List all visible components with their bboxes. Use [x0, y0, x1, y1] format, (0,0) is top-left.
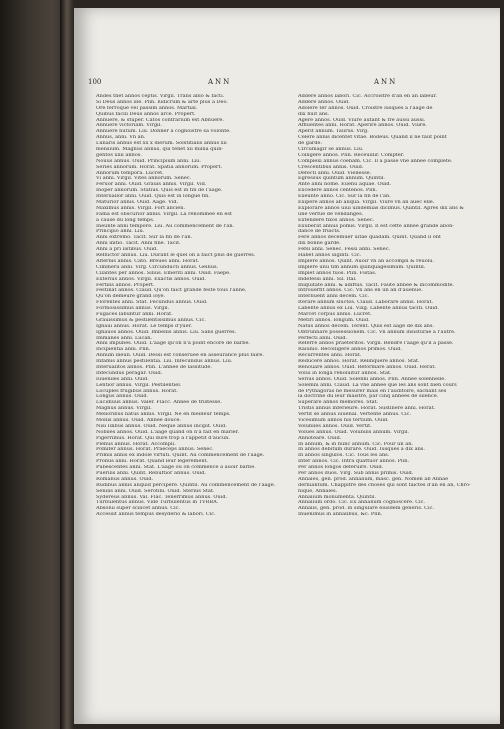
- text-line: Tristis annus inferieure. Horat. Sustinere anni. Horat.: [298, 406, 436, 412]
- text-line: Addere annos labori. Cic. Accroistre d'an en an labeur.: [298, 94, 437, 99]
- text-line: Anni impubes. Ouid. L'aage qu'on n'a point encore de barbe.: [96, 341, 251, 347]
- right-column: [298, 94, 482, 518]
- text-line: Ante anni nome. Euenu aquae. Ouid.: [298, 182, 392, 188]
- text-line: dix bonne garde.: [298, 241, 341, 247]
- text-line: a cause du long temps.: [96, 217, 155, 223]
- text-line: Annus, anni. Vn an.: [96, 135, 146, 141]
- text-line: une verfue de vendanges.: [298, 211, 364, 217]
- text-line: Rudibus annis aliquid percipere. Quintil. Au commencement de l'aage.: [96, 482, 276, 488]
- text-line: Exterius annos. Virgil. Exactis annos. Ouid.: [96, 276, 206, 282]
- text-line: Annorum tempora. Lucret.: [96, 170, 164, 176]
- text-line: Volui in longa renoluitur annos. Stat.: [298, 370, 392, 376]
- text-line: Anni initio. Tacit. Anni fine. Tacit.: [96, 241, 181, 247]
- text-line: Annalium ordo. Cic. Ex annalium cognoscere. Cic.: [298, 500, 426, 506]
- text-line: Interuallor anni. Ouid. Quis est in longue fin.: [96, 194, 210, 200]
- text-line: Anni extremo. Tacit. Sur la fin de l'an.: [96, 235, 193, 241]
- text-line: Reducere annos. Horat. Relinquere annos. Stat.: [298, 359, 420, 365]
- text-line: Vi anni. Virgil. Vites annorum. Senec.: [96, 176, 192, 182]
- text-line: Refluctor annus. Liu. Durant le quel on a faict plus de guerres.: [96, 253, 256, 259]
- text-line: Maximus annis. Virgil. Fort ancien.: [96, 205, 186, 211]
- text-line: Per annos duos. Virg. Sub annis primis. Ouid.: [298, 471, 414, 476]
- page-header: [88, 78, 486, 90]
- text-line: Iniquitate anni. & adiftus. Tacit. Faute annee & incommodite.: [298, 282, 455, 288]
- text-line: Lucidiuus annus. Valer. Flacc. Annee de tristesse.: [96, 400, 222, 406]
- text-line: Ignauos annos. Ouid. Imbellis annis. Liu. Sans guerres.: [96, 329, 237, 335]
- text-line: Infecundus peragar. Ouid.: [96, 370, 163, 376]
- text-line: Primis annis ex indole virtuti. Quint. Au commencement de l'aage.: [96, 453, 265, 459]
- text-line: Implere unu tim annum quinquagesimum. Quintil.: [298, 264, 426, 270]
- left-column: [96, 94, 280, 518]
- text-line: Formosissimus annus. Virgil.: [96, 306, 170, 312]
- text-line: Feruor anni. Ouid. Grauis annis. Virgil. Vid.: [96, 182, 207, 188]
- page-number: 100: [88, 78, 102, 86]
- text-line: Pomifer annus. Horat. Praeceps annus. Senec.: [96, 447, 214, 453]
- text-line: Nobiles annos. Ouid. L'aage quand on n'a fait en marier.: [96, 429, 240, 435]
- text-line: Vertit se annus iuuenal. Vertente annus. Cic.: [298, 412, 412, 418]
- text-line: Accessit annus tempus desyderio & labori. Cic.: [96, 512, 216, 518]
- text-line: Mollis annus. Ouid. Annee douce.: [96, 417, 182, 423]
- text-line: de garde.: [298, 141, 323, 147]
- text-line: Aperit annum. Taurus. Virg.: [298, 129, 369, 135]
- text-line: Florentes anni. Stat. Fecundus annus. Ouid.: [96, 300, 208, 306]
- text-line: Per annos longos deferuire. Ouid.: [298, 465, 384, 471]
- text-line: Annum ineun. Ouid. Dessi est conseruee en asseurance plus faire.: [96, 353, 264, 359]
- text-line: Annales, gen. prod. annalium, masc. gen. Nomen ab Annae: [298, 476, 449, 482]
- text-line: Plenus annus. Horat. Accompli.: [96, 441, 176, 447]
- text-line: derniantum. Chappitre des choses qui sont faictes d'an en an, Chro-: [298, 482, 471, 488]
- text-line: Maturior annis. Ouid. Aage. Vid.: [96, 200, 179, 206]
- text-line: Ignaui annus. Horat. Le temps d'yuer.: [96, 323, 193, 329]
- text-line: Iterare annum sluctos. Claud. Laborare annis. Horat.: [298, 300, 434, 306]
- text-line: Serius annos. Ouid. Solenni annos. Plin. Annee solennelle.: [298, 376, 446, 382]
- text-line: Annuere, & stuper. Catos contrarium est Abnuere.: [96, 117, 224, 123]
- text-line: Grauissimus & pestilentissimus annus. Cic.: [96, 317, 206, 323]
- text-line: Renouare annos. Ouid. Reformare annos. Ouid. Herat.: [298, 364, 436, 370]
- text-line: In annos singulos. Cic. Tous les ans.: [298, 453, 390, 459]
- text-line: Exipere annos ab aliqua. Virgil. Viure vn an auec elle.: [298, 200, 435, 206]
- text-line: Magnus annus. Virgil.: [96, 406, 152, 412]
- book-page: [74, 8, 500, 724]
- text-line: Labente annus ex Liu. Vixg. Labente annus taciti. Ouid.: [298, 306, 439, 312]
- text-line: Series annorum. Horat. Spatia annorum. Propert.: [96, 164, 223, 170]
- text-line: In annum, & in hunc annum. Cic. Pour un an.: [298, 441, 414, 447]
- text-line: Excedere annos centenos. Plin.: [298, 188, 378, 194]
- text-line: gentos xliii annos.: [96, 152, 142, 158]
- text-line: Principio anni. Liu.: [96, 229, 145, 235]
- text-line: Indefessi anni. Sil. Ital.: [298, 276, 357, 282]
- text-line: Perfecti anni. Ouid.: [298, 335, 348, 341]
- text-line: Egressus quintum annum. Quintil.: [298, 176, 386, 182]
- text-line: Referre annos praeteritos. Virgil. Rendre l'aage qu'il a passe.: [298, 341, 454, 347]
- text-line: Turbulentus annus. Vide Turbulentus in TVRBA.: [96, 500, 219, 506]
- text-line: Longus annus. Ouid.: [96, 394, 149, 400]
- text-line: Annalium monumenta. Quintil.: [298, 494, 376, 500]
- text-line: Pigerrimus. Horat. Qui dure trop a l'appetit d'aucun.: [96, 435, 230, 441]
- text-line: Vicesimum annos his tertium. Ouid.: [298, 417, 389, 423]
- text-line: Interliuent anni decem. Cic.: [298, 294, 370, 300]
- text-line: Metiri annos. Iongum. Ouid.: [298, 317, 370, 323]
- running-head-left: ANN: [208, 78, 232, 86]
- text-line: Inoper annorum. Statius. Quis est in fin de l'aage.: [96, 188, 223, 194]
- text-line: Superare annos memores. Stat.: [298, 400, 379, 406]
- text-line: Circumagir se annus. Liu.: [298, 147, 364, 153]
- text-line: Solemni anni. Claud. La vne annee que les ans sont bien cours: [298, 382, 457, 388]
- text-line: Extendere fixos annos. Senec.: [298, 217, 375, 223]
- text-line: Interualitos annos. Plin. L'annee de lassitude.: [96, 364, 212, 370]
- text-line: Infamis annus pestilentia. Liu. Infecundus annus. Liu.: [96, 359, 233, 365]
- text-line: Andes thet annos ceptis. Virgil. Trans ablo & facti.: [96, 94, 225, 99]
- text-line: Implet annos tuos. Plin. Fistas.: [298, 270, 377, 276]
- text-line: Addere annos. Ouid.: [298, 99, 350, 105]
- text-line: Fere annos decemuer uitae quadam. Quint. Quand il ont: [298, 235, 442, 241]
- text-line: Exuberat annus pomis. Virgil. Il est cefte annee grande abon-: [298, 223, 455, 229]
- book-spine-edge: [60, 0, 74, 729]
- text-line: la doctrine du leur maistre, par cinq annees de silence.: [298, 394, 439, 400]
- text-line: Quibus facili Deus annos arce. Propert.: [96, 111, 196, 117]
- text-line: Festinat annos. Claud. Qu'on faict grande feste tous l'anne,: [96, 288, 247, 294]
- text-line: Crescentibus annis. Ouid.: [298, 164, 364, 170]
- text-line: Recurrentes anni. Horat.: [298, 353, 362, 359]
- text-line: Ineunte anni tempore. Liu. Au commencement de l'an.: [96, 223, 235, 229]
- text-line: Si Deus annos ille. Plin. ludicrum & arte plus a Deo.: [96, 99, 228, 105]
- text-line: Implere annos. Quint. Auoir vn an accompli & reuolu.: [298, 258, 435, 264]
- text-line: Absolui super scilicet annus. Cic.: [96, 506, 181, 512]
- text-line: Obtrunnare possessionem. Cic. Vn annum insisturae a l'autre.: [298, 329, 456, 335]
- text-line: Explorare annos uiui uindemias dicimus. Quintil. Apres dix ans &: [298, 205, 464, 211]
- text-line: Fugaces labuntur anni. Horat.: [96, 311, 173, 317]
- text-line: Cimmerii anni. Virg. Circunducti annus. Gellius.: [96, 264, 219, 270]
- text-line: Annuere victoriam. Virgil.: [96, 123, 162, 129]
- text-line: Habet annos uiginti. Cic.: [298, 253, 362, 259]
- running-head-right: ANN: [374, 78, 398, 86]
- text-line: Raiunio. Recolligere annos primos. Ouid.: [298, 347, 403, 353]
- text-line: Iuueniles anni. Ouid.: [96, 376, 149, 382]
- text-line: Nouus annus. Ouid. Principium anni. Liu.: [96, 158, 201, 164]
- text-line: Introuerfit annos. Cic. Vn ans en un an d'auenue.: [298, 288, 423, 294]
- text-line: Volubiles annos. Ouid. Vertit.: [298, 423, 372, 429]
- text-line: Marcet corpus annis. Lucret.: [298, 311, 372, 317]
- text-line: dix huit ans.: [298, 111, 330, 117]
- text-line: Defecti anni. Ouid. Viellesse.: [298, 170, 372, 176]
- text-line: Complexi annus coenam. Cic. Il a passe vne annee complete.: [298, 158, 453, 164]
- text-line: Annalis, gen. prod. in singulare eiusdem generis. Cic.: [298, 506, 434, 512]
- text-line: Volues annus. Ouid. Volubilis annum. Virgil.: [298, 429, 409, 435]
- text-line: Romanus annus. Ouid.: [96, 476, 154, 482]
- text-line: Pronus anni. Horat. Quand leur legerement.: [96, 459, 209, 465]
- text-line: Fertilis annos. Propert.: [96, 282, 155, 288]
- text-line: Affluentes anni. Horat. Aperire annos. Ouid. Viure.: [298, 123, 427, 129]
- text-line: de Pythagoras ne mesurer mais en l'auditoire, sachant ses: [298, 388, 447, 394]
- text-line: Immanes anni. Lucan.: [96, 335, 153, 341]
- text-line: Pubescentes anni. Stat. L'aage ou on commence a auoir barbe.: [96, 465, 256, 471]
- text-line: Celere annis dicentet vitae. Bodeus. Quand il ne faut point: [298, 135, 447, 141]
- text-line: Cilantes per annos. Silius. Emeriti anni. Ouid. Faepe.: [96, 270, 231, 276]
- text-line: dance de fruicts.: [298, 229, 341, 235]
- text-line: Incipientia anni. Plin.: [96, 347, 151, 353]
- text-line: Alternis annis. Cato. Breues anni. Horat.: [96, 258, 200, 264]
- text-line: Senilis anni. Ouid. Serotini. Ouid. Sterilis Stat.: [96, 488, 215, 494]
- text-line: Locuples frugibus annus. Horat.: [96, 388, 178, 394]
- text-line: Fefsi anni. Senec. Fessi anni. Senec.: [298, 247, 391, 253]
- text-line: Lentior annus. Virgil. Pestilentiel.: [96, 382, 182, 388]
- text-line: In annos debitum durare. Ouid. Iusques a dix ans.: [298, 447, 425, 453]
- text-line: Agere annos. Ouid. Viure autant & fre aussi aussi.: [298, 117, 426, 123]
- text-line: Colligere annos. Plin. Receuillir. Compter.: [298, 152, 405, 158]
- text-line: Fama est obscurior annis. Virgil. La renommee en est: [96, 211, 232, 217]
- text-line: Sydereus annus. Val. Flac. Tenerrimus annus. Ouid.: [96, 494, 228, 500]
- text-line: Qu'on demeure grand ioye.: [96, 294, 166, 300]
- text-line: mensium. Magnus annus, qui tenet xii millia quin-: [96, 147, 224, 153]
- text-line: Annoteare. Ouid.: [298, 435, 342, 441]
- text-line: Inuenimus in annalibus, &c. Plin.: [298, 512, 383, 518]
- text-line: Annuere nutum. Liu. Donner a cognoistre sa volonte.: [96, 129, 231, 135]
- text-line: Puerilis anni. Quint. Rebuftior annus. Ouid.: [96, 471, 207, 476]
- text-line: Nisi Idibus annus. Ouid. Neque annus incipit. Ouid.: [96, 423, 227, 429]
- text-line: nique, Annales.: [298, 488, 338, 494]
- text-line: Adolere ter annos. Ouid. Croistre iusques a l'aage de: [298, 105, 433, 111]
- text-line: Lunaris annus est xx x dierum. Solstitialis annus xii: [96, 141, 227, 147]
- text-line: Anni a pri iistibus. Ouid.: [96, 247, 158, 253]
- text-line: Inter annos. Cic. Intra quattuor annos. Plin.: [298, 459, 410, 465]
- text-line: Ore ferroque vel passim annos. Martial.: [96, 105, 198, 111]
- text-line: Melioribus natus annis. Virgil. Ne en meilleur temps.: [96, 412, 231, 418]
- text-line: Exeunte anno. Cic. Sur la fin de l'an.: [298, 194, 391, 200]
- text-line: Natus annos decem. Terent. Quis est aage de dix ans.: [298, 323, 435, 329]
